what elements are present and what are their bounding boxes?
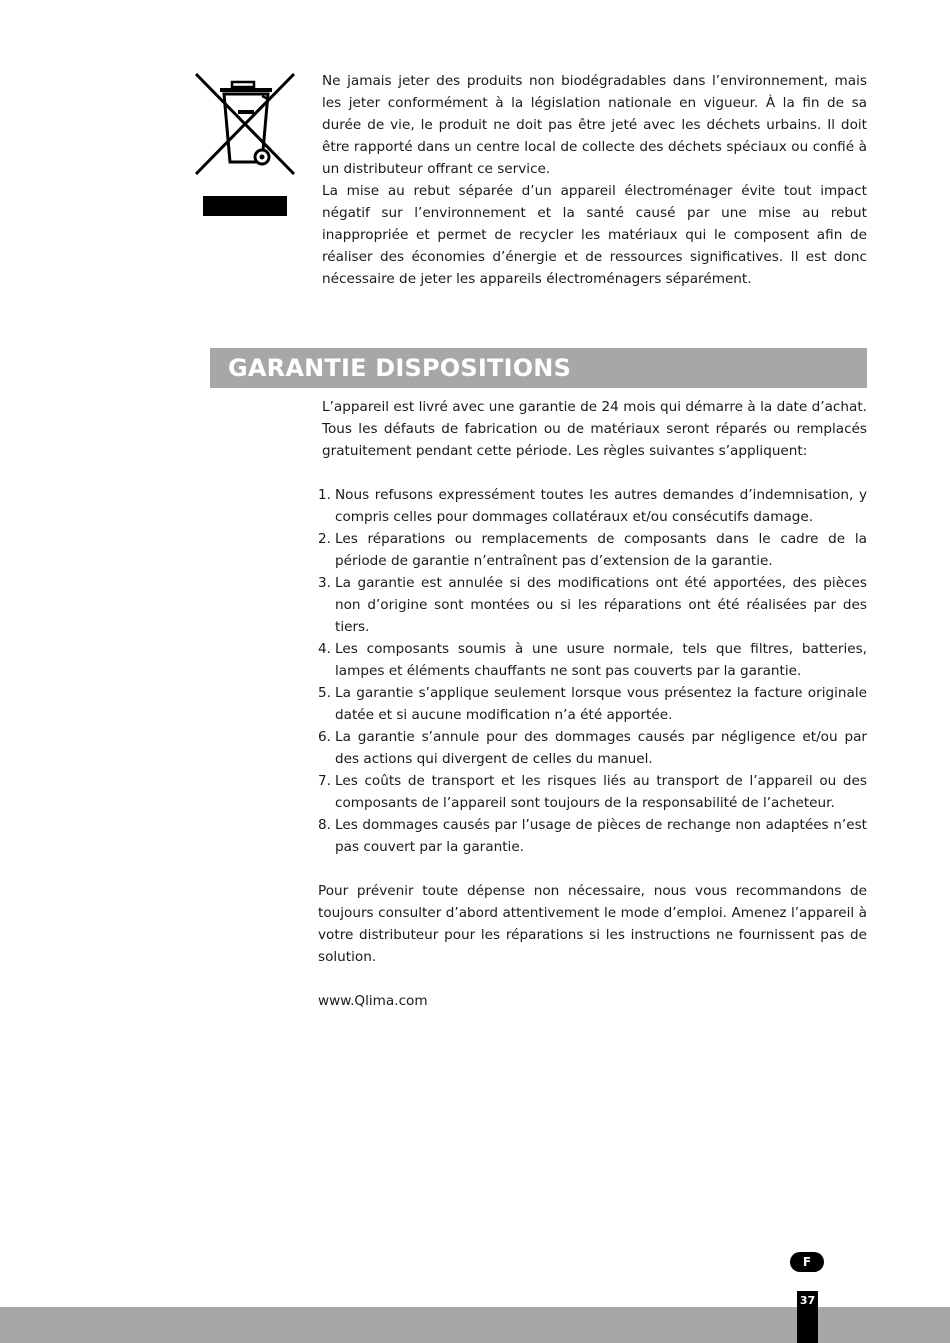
crossed-out-wheelie-bin-icon	[192, 70, 298, 220]
list-item-text: Les réparations ou remplacements de composants dans le cadre de la période de garantie n’entraînent pas d’extension de la garantie.	[335, 531, 867, 569]
page-number: 37	[799, 1294, 816, 1307]
list-item-text: Les composants soumis à une usure normale, tels que filtres, batteries, lampes et éléments chauffants ne sont pas couverts par la garantie.	[335, 641, 867, 679]
website-link[interactable]: www.Qlima.com	[318, 993, 428, 1009]
section-title: GARANTIE DISPOSITIONS	[228, 354, 572, 382]
list-item-number: 2.	[318, 531, 331, 547]
list-item	[318, 484, 867, 528]
list-item-text: Les coûts de transport et les risques liés au transport de l’appareil ou des composants de l’appareil sont toujours de la responsabilité de l’acheteur.	[335, 773, 867, 811]
list-item-number: 3.	[318, 575, 331, 591]
list-item-text: La garantie est annulée si des modifications ont été apportées, des pièces non d’origine sont montées ou si les réparations ont été réalisées par des tiers.	[335, 575, 867, 635]
disposal-paragraph-2: La mise au rebut séparée d’un appareil électroménager évite tout impact négatif sur l’environnement et la santé causé par une mise au rebut inappropriée et permet de recycler les matériaux qui le composent afin de réaliser des économies d’énergie et de ressources significatives. Il est donc nécessaire de jeter les appareils électroménagers séparément.	[322, 183, 867, 287]
list-item	[318, 528, 867, 572]
disposal-paragraph-1: Ne jamais jeter des produits non biodégradables dans l’environnement, mais les jeter conformément à la législation nationale en vigueur. À la fin de sa durée de vie, le produit ne doit pas être jeté avec les déchets urbains. Il doit être rapporté dans un centre local de collecte des déchets spéciaux ou confié à un distributeur offrant ce service.	[322, 73, 867, 177]
list-item	[318, 638, 867, 682]
section-header-bar	[210, 348, 867, 388]
warranty-intro: L’appareil est livré avec une garantie de 24 mois qui démarre à la date d’achat. Tous les défauts de fabrication ou de matériaux seront réparés ou remplacés gratuitement pendant cette période. Les règles suivantes s’appliquent:	[322, 399, 867, 459]
warranty-body	[318, 396, 867, 1012]
list-item-text: Nous refusons expressément toutes les autres demandes d’indemnisation, y compris celles pour dommages collatéraux et/ou consécutifs damage.	[335, 487, 867, 525]
list-item	[318, 572, 867, 638]
list-item	[318, 682, 867, 726]
list-item-text: La garantie s’annule pour des dommages causés par négligence et/ou par des actions qui divergent de celles du manuel.	[335, 729, 867, 767]
warranty-rules-list	[318, 484, 867, 858]
warranty-closing: Pour prévenir toute dépense non nécessaire, nous vous recommandons de toujours consulter d’abord attentivement le mode d’emploi. Amenez l’appareil à votre distributeur pour les réparations si les instructions ne fournissent pas de solution.	[318, 883, 867, 965]
list-item	[318, 770, 867, 814]
list-item	[318, 726, 867, 770]
list-item	[318, 814, 867, 858]
list-item-number: 1.	[318, 487, 331, 503]
list-item-number: 8.	[318, 817, 331, 833]
list-item-number: 6.	[318, 729, 331, 745]
disposal-notice	[322, 70, 867, 290]
list-item-number: 4.	[318, 641, 331, 657]
page-number-tab	[797, 1291, 818, 1343]
list-item-text: Les dommages causés par l’usage de pièces de rechange non adaptées n’est pas couvert par la garantie.	[335, 817, 867, 855]
language-badge: F	[790, 1252, 824, 1272]
list-item-number: 7.	[318, 773, 331, 789]
list-item-number: 5.	[318, 685, 331, 701]
list-item-text: La garantie s’applique seulement lorsque vous présentez la facture originale datée et si aucune modification n’a été apportée.	[335, 685, 867, 723]
